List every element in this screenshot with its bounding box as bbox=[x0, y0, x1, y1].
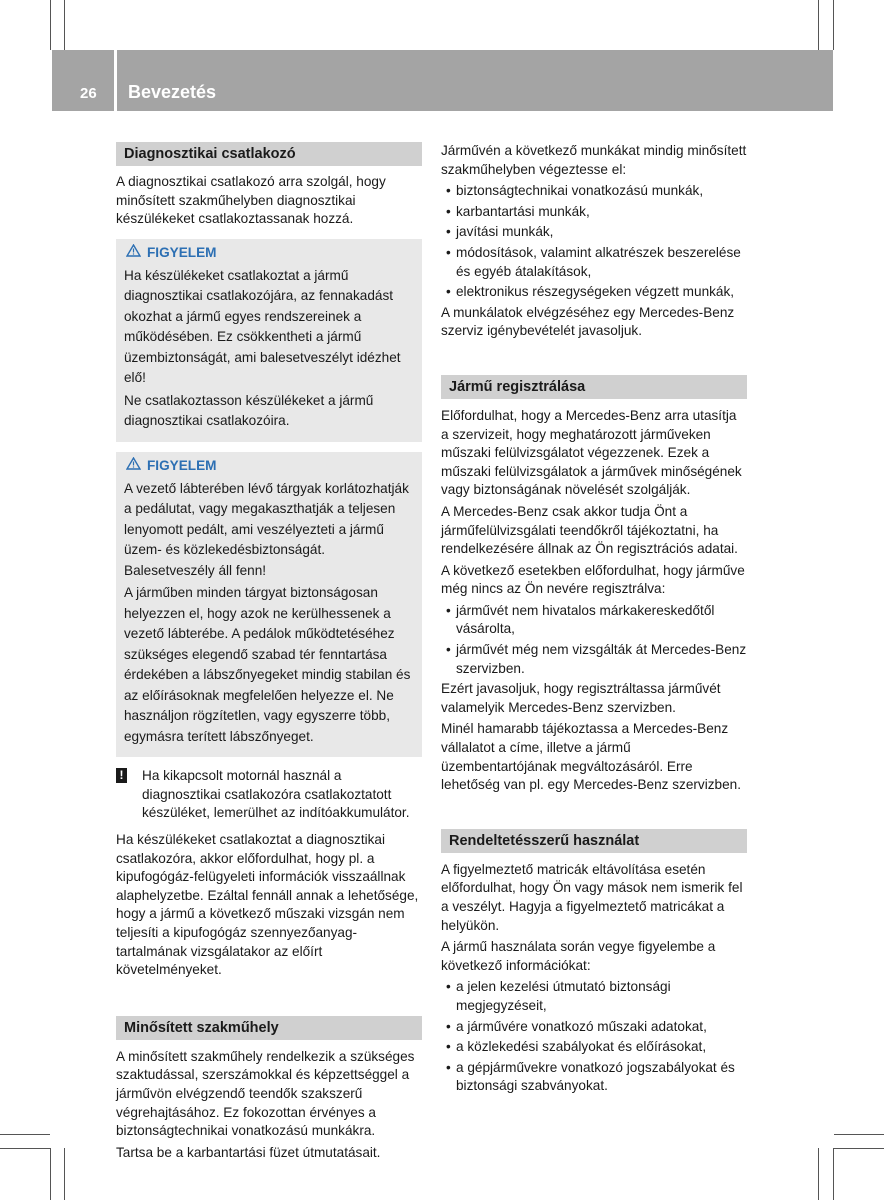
warning-title: FIGYELEM bbox=[147, 457, 217, 473]
crop-mark bbox=[818, 0, 819, 50]
warning-box bbox=[116, 452, 422, 758]
crop-mark bbox=[834, 1148, 884, 1149]
bullet-list bbox=[441, 602, 747, 678]
list-item: • járművét nem hivatalos márkakereskedőtől vásárolta, bbox=[441, 602, 747, 639]
chapter-title: Bevezetés bbox=[128, 82, 217, 102]
section-heading-diagnostic: Diagnosztikai csatlakozó bbox=[116, 142, 422, 166]
paragraph: Járművén a következő munkákat mindig minősített szakműhelyben végeztesse el: bbox=[441, 143, 747, 177]
note-text: Ha kikapcsolt motornál használ a diagnosztikai csatlakozóra csatlakoztatott készüléket, lemerülhet az indítóakkumulátor. bbox=[142, 768, 410, 821]
crop-mark bbox=[833, 1148, 834, 1200]
crop-mark bbox=[64, 0, 65, 50]
crop-mark bbox=[818, 1148, 819, 1200]
paragraph: Ezért javasoljuk, hogy regisztráltassa járművét valamelyik Mercedes-Benz szervizben. bbox=[441, 681, 721, 715]
crop-mark bbox=[64, 1148, 65, 1200]
crop-mark bbox=[833, 0, 834, 50]
list-item: • a gépjárművekre vonatkozó jogszabályokat és biztonsági szabványokat. bbox=[441, 1059, 747, 1096]
note bbox=[116, 767, 422, 823]
warning-triangle-icon bbox=[126, 456, 141, 476]
paragraph: Minél hamarabb tájékoztassa a Mercedes-Benz vállalatot a címe, illetve a jármű üzembentartójának megváltozásáról. Erre lehetőség van pl. egy Mercedes-Benz szervizben. bbox=[441, 721, 741, 793]
header-divider bbox=[114, 50, 117, 111]
exclamation-icon: ! bbox=[116, 768, 127, 783]
warning-text: A járműben minden tárgyat biztonságosan helyezzen el, hogy azok ne kerülhessenek a vezető lábterébe. A pedálok működtetéséhez szükséges elegendő szabad tér fenntartása érdekében a lábszőnyegeket mindig stabilan és az előírásoknak megfelelően helyezze el. Ne használjon rögzítetlen, vagy egyszerre több, egymásra terített lábszőnyeget. bbox=[124, 585, 411, 744]
crop-mark bbox=[0, 1134, 50, 1135]
crop-mark bbox=[50, 1148, 51, 1200]
warning-heading bbox=[126, 456, 414, 476]
page-number: 26 bbox=[80, 85, 97, 102]
list-item: • a jelen kezelési útmutató biztonsági megjegyzéseit, bbox=[441, 978, 747, 1015]
paragraph: A következő esetekben előfordulhat, hogy járműve még nincs az Ön nevére regisztrálva: bbox=[441, 562, 745, 597]
warning-heading bbox=[126, 243, 414, 263]
section-heading-intended-use: Rendeltetésszerű használat bbox=[441, 829, 747, 853]
list-item: • karbantartási munkák, bbox=[441, 203, 747, 222]
warning-box bbox=[116, 239, 422, 442]
paragraph: Tartsa be a karbantartási füzet útmutatásait. bbox=[116, 1144, 381, 1160]
paragraph: A munkálatok elvégzéséhez egy Mercedes-Benz szerviz igénybevételét javasoljuk. bbox=[441, 304, 735, 339]
list-item: • a járművére vonatkozó műszaki adatokat, bbox=[441, 1018, 747, 1037]
list-item: • járművét még nem vizsgálták át Mercedes-Benz szervizben. bbox=[441, 641, 747, 678]
paragraph: A minősített szakműhely rendelkezik a szükséges szaktudással, szerszámokkal és képzettséggel a járművön elvégzendő teendők szakszerű végrehajtásához. Ez fokozottan érvényes a biztonságtechnikai vonatkozású munkákra. bbox=[116, 1048, 415, 1139]
crop-mark bbox=[0, 1148, 50, 1149]
warning-text: Ha készülékeket csatlakoztat a jármű diagnosztikai csatlakozójára, az fennakadást okozhat a jármű egyes rendszereinek a működésében. Ez csökkentheti a jármű üzembiztonságát, ami balesetveszélyt idézhet elő! bbox=[124, 267, 401, 386]
left-column bbox=[116, 142, 422, 1165]
section-heading-workshop: Minősített szakműhely bbox=[116, 1016, 422, 1040]
warning-text: A vezető lábterében lévő tárgyak korlátozhatják a pedálutat, vagy megakaszthatják a teljesen lenyomott pedált, ami veszélyezteti a jármű üzem- és közlekedésbiztonságát. Balesetveszély áll fenn! bbox=[124, 480, 409, 578]
warning-triangle-icon bbox=[126, 243, 141, 263]
paragraph: Ha készülékeket csatlakoztat a diagnosztikai csatlakozóra, akkor előfordulhat, hogy pl. a kipufogógáz-felügyeleti információk visszaállnak alaphelyzetbe. Ezáltal fennáll annak a lehetősége, hogy a jármű a következő műszaki vizsgán nem teljesíti a kipufogógáz szennyezőanyag-tartalmának vizsgálatakor az előírt követelményeket. bbox=[116, 832, 419, 978]
crop-mark bbox=[834, 1134, 884, 1135]
paragraph: A diagnosztikai csatlakozó arra szolgál, hogy minősített szakműhelyben diagnosztikai készülékeket csatlakoztassanak hozzá. bbox=[116, 174, 386, 227]
paragraph: A Mercedes-Benz csak akkor tudja Önt a járműfelülvizsgálati teendőkről tájékoztatni, ha rendelkezésére állnak az Ön regisztrációs adatai. bbox=[441, 503, 738, 557]
section-heading-registration: Jármű regisztrálása bbox=[441, 375, 747, 399]
bullet-list bbox=[441, 978, 747, 1096]
list-item: • elektronikus részegységeken végzett munkák, bbox=[441, 283, 747, 302]
list-item: • a közlekedési szabályokat és előírásokat, bbox=[441, 1038, 747, 1057]
list-item: • biztonságtechnikai vonatkozású munkák, bbox=[441, 182, 747, 201]
paragraph: Előfordulhat, hogy a Mercedes-Benz arra utasítja a szervizeit, hogy meghatározott járműveken műszaki felülvizsgálatot végezzenek. Ezek a műszaki felülvizsgálatok a járművek minőségének vagy biztonságának növelését szolgálják. bbox=[441, 407, 742, 498]
crop-mark bbox=[50, 0, 51, 50]
warning-text: Ne csatlakoztasson készülékeket a jármű diagnosztikai csatlakozóira. bbox=[124, 392, 374, 429]
list-item: • módosítások, valamint alkatrészek beszerelése és egyéb átalakítások, bbox=[441, 244, 747, 281]
right-column bbox=[441, 142, 747, 1098]
bullet-list bbox=[441, 182, 747, 302]
paragraph: A jármű használata során vegye figyelembe a következő információkat: bbox=[441, 939, 716, 973]
list-item: • javítási munkák, bbox=[441, 223, 747, 242]
paragraph: A figyelmeztető matricák eltávolítása esetén előfordulhat, hogy Ön vagy mások nem ismerik fel a veszélyt. Hagyja a figyelmeztető matricákat a helyükön. bbox=[441, 861, 743, 933]
warning-title: FIGYELEM bbox=[147, 244, 217, 260]
